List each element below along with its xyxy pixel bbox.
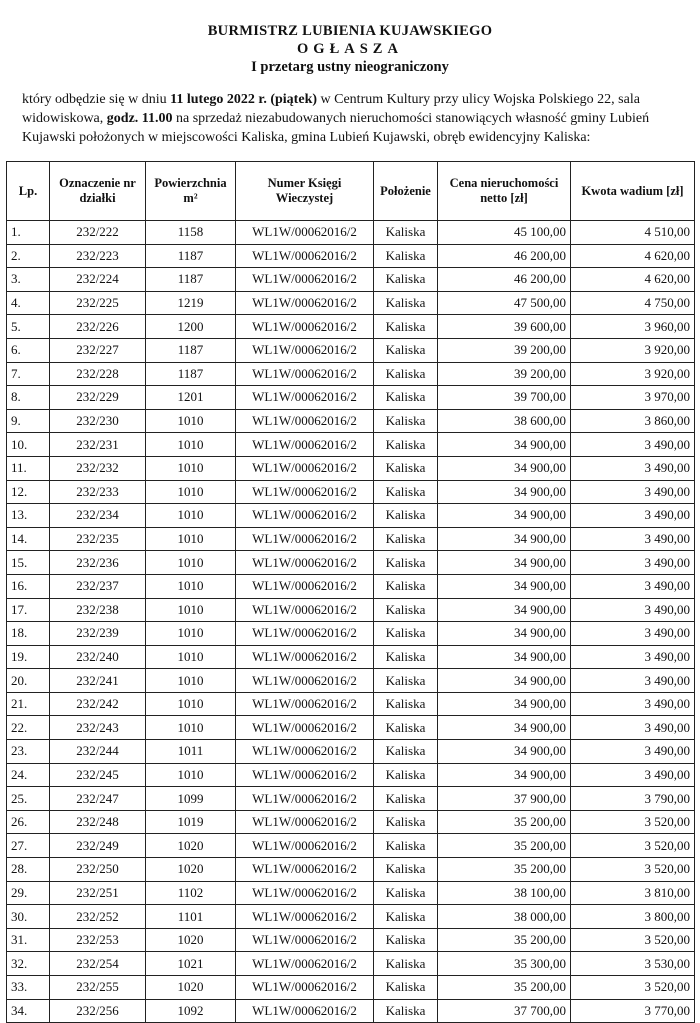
cell-location: Kaliska — [374, 574, 438, 598]
cell-net-price: 35 300,00 — [438, 952, 571, 976]
cell-deposit: 3 490,00 — [571, 598, 695, 622]
cell-net-price: 34 900,00 — [438, 504, 571, 528]
cell-deposit: 3 970,00 — [571, 386, 695, 410]
cell-area: 1010 — [146, 480, 236, 504]
cell-land-register: WL1W/00062016/2 — [236, 386, 374, 410]
cell-deposit: 4 510,00 — [571, 221, 695, 245]
cell-deposit: 3 520,00 — [571, 810, 695, 834]
cell-net-price: 34 900,00 — [438, 433, 571, 457]
cell-net-price: 38 600,00 — [438, 409, 571, 433]
cell-deposit: 3 490,00 — [571, 669, 695, 693]
cell-deposit: 3 490,00 — [571, 504, 695, 528]
cell-parcel-number: 232/242 — [50, 692, 146, 716]
cell-deposit: 3 490,00 — [571, 480, 695, 504]
table-row — [7, 386, 695, 410]
table-row — [7, 810, 695, 834]
cell-parcel-number: 232/248 — [50, 810, 146, 834]
cell-area: 1010 — [146, 409, 236, 433]
cell-area: 1010 — [146, 763, 236, 787]
cell-land-register: WL1W/00062016/2 — [236, 716, 374, 740]
cell-deposit: 3 490,00 — [571, 551, 695, 575]
table-row — [7, 480, 695, 504]
cell-land-register: WL1W/00062016/2 — [236, 574, 374, 598]
table-row — [7, 551, 695, 575]
cell-parcel-number: 232/253 — [50, 928, 146, 952]
announcement-authority: BURMISTRZ LUBIENIA KUJAWSKIEGO — [207, 23, 493, 39]
cell-lp: 26. — [7, 810, 50, 834]
cell-land-register: WL1W/00062016/2 — [236, 362, 374, 386]
cell-deposit: 3 490,00 — [571, 574, 695, 598]
cell-lp: 32. — [7, 952, 50, 976]
cell-parcel-number: 232/229 — [50, 386, 146, 410]
table-row — [7, 268, 695, 292]
cell-deposit: 3 530,00 — [571, 952, 695, 976]
cell-net-price: 47 500,00 — [438, 291, 571, 315]
cell-location: Kaliska — [374, 928, 438, 952]
cell-net-price: 38 100,00 — [438, 881, 571, 905]
table-row — [7, 244, 695, 268]
table-row — [7, 574, 695, 598]
cell-parcel-number: 232/251 — [50, 881, 146, 905]
cell-deposit: 4 620,00 — [571, 268, 695, 292]
cell-parcel-number: 232/256 — [50, 999, 146, 1023]
cell-land-register: WL1W/00062016/2 — [236, 338, 374, 362]
cell-area: 1200 — [146, 315, 236, 339]
cell-location: Kaliska — [374, 338, 438, 362]
cell-area: 1187 — [146, 362, 236, 386]
cell-parcel-number: 232/223 — [50, 244, 146, 268]
cell-land-register: WL1W/00062016/2 — [236, 315, 374, 339]
cell-location: Kaliska — [374, 244, 438, 268]
cell-lp: 6. — [7, 338, 50, 362]
cell-net-price: 34 900,00 — [438, 669, 571, 693]
table-row — [7, 291, 695, 315]
cell-location: Kaliska — [374, 598, 438, 622]
cell-location: Kaliska — [374, 268, 438, 292]
cell-net-price: 34 900,00 — [438, 622, 571, 646]
cell-location: Kaliska — [374, 291, 438, 315]
cell-land-register: WL1W/00062016/2 — [236, 221, 374, 245]
cell-location: Kaliska — [374, 952, 438, 976]
cell-parcel-number: 232/231 — [50, 433, 146, 457]
cell-deposit: 3 490,00 — [571, 716, 695, 740]
cell-location: Kaliska — [374, 810, 438, 834]
cell-location: Kaliska — [374, 362, 438, 386]
cell-net-price: 34 900,00 — [438, 574, 571, 598]
table-row — [7, 338, 695, 362]
cell-land-register: WL1W/00062016/2 — [236, 622, 374, 646]
cell-net-price: 34 900,00 — [438, 740, 571, 764]
cell-net-price: 35 200,00 — [438, 976, 571, 1000]
cell-deposit: 3 490,00 — [571, 692, 695, 716]
cell-parcel-number: 232/238 — [50, 598, 146, 622]
cell-land-register: WL1W/00062016/2 — [236, 787, 374, 811]
intro-text-2: w Centrum Kultury przy ulicy Wojska Polskiego 22, sala widowiskowa, — [22, 92, 640, 126]
cell-location: Kaliska — [374, 763, 438, 787]
header-location: Położenie — [374, 162, 438, 221]
cell-land-register: WL1W/00062016/2 — [236, 456, 374, 480]
cell-deposit: 3 490,00 — [571, 527, 695, 551]
cell-area: 1102 — [146, 881, 236, 905]
cell-net-price: 34 900,00 — [438, 456, 571, 480]
cell-land-register: WL1W/00062016/2 — [236, 669, 374, 693]
cell-parcel-number: 232/250 — [50, 858, 146, 882]
cell-land-register: WL1W/00062016/2 — [236, 858, 374, 882]
cell-land-register: WL1W/00062016/2 — [236, 952, 374, 976]
cell-lp: 22. — [7, 716, 50, 740]
table-row — [7, 740, 695, 764]
table-row — [7, 763, 695, 787]
cell-parcel-number: 232/247 — [50, 787, 146, 811]
cell-land-register: WL1W/00062016/2 — [236, 268, 374, 292]
cell-lp: 27. — [7, 834, 50, 858]
cell-deposit: 3 920,00 — [571, 338, 695, 362]
intro-text-3: na sprzedaż niezabudowanych nieruchomości stanowiących własność gminy Lubień Kujawski położonych w miejscowości Kaliska, gmina Lubień Kujawski, obręb ewidencyjny Kaliska: — [22, 111, 650, 145]
cell-area: 1219 — [146, 291, 236, 315]
cell-parcel-number: 232/244 — [50, 740, 146, 764]
table-row — [7, 881, 695, 905]
cell-area: 1187 — [146, 338, 236, 362]
cell-area: 1010 — [146, 504, 236, 528]
table-row — [7, 527, 695, 551]
cell-location: Kaliska — [374, 622, 438, 646]
cell-area: 1010 — [146, 598, 236, 622]
cell-location: Kaliska — [374, 386, 438, 410]
cell-parcel-number: 232/230 — [50, 409, 146, 433]
cell-net-price: 34 900,00 — [438, 598, 571, 622]
cell-area: 1010 — [146, 551, 236, 575]
cell-net-price: 39 600,00 — [438, 315, 571, 339]
cell-deposit: 3 790,00 — [571, 787, 695, 811]
cell-area: 1020 — [146, 976, 236, 1000]
cell-deposit: 3 490,00 — [571, 433, 695, 457]
cell-parcel-number: 232/233 — [50, 480, 146, 504]
table-row — [7, 504, 695, 528]
auction-time: godz. 11.00 — [106, 111, 173, 126]
cell-land-register: WL1W/00062016/2 — [236, 480, 374, 504]
table-row — [7, 834, 695, 858]
cell-area: 1010 — [146, 716, 236, 740]
cell-land-register: WL1W/00062016/2 — [236, 244, 374, 268]
cell-area: 1020 — [146, 928, 236, 952]
cell-parcel-number: 232/245 — [50, 763, 146, 787]
cell-land-register: WL1W/00062016/2 — [236, 976, 374, 1000]
cell-parcel-number: 232/249 — [50, 834, 146, 858]
table-row — [7, 409, 695, 433]
table-row — [7, 221, 695, 245]
cell-parcel-number: 232/226 — [50, 315, 146, 339]
cell-location: Kaliska — [374, 645, 438, 669]
cell-land-register: WL1W/00062016/2 — [236, 551, 374, 575]
cell-parcel-number: 232/224 — [50, 268, 146, 292]
cell-location: Kaliska — [374, 740, 438, 764]
cell-lp: 9. — [7, 409, 50, 433]
cell-lp: 5. — [7, 315, 50, 339]
auction-date: 11 lutego 2022 r. (piątek) — [170, 92, 318, 107]
cell-deposit: 3 490,00 — [571, 763, 695, 787]
cell-deposit: 3 490,00 — [571, 740, 695, 764]
table-row — [7, 692, 695, 716]
cell-net-price: 46 200,00 — [438, 268, 571, 292]
cell-lp: 20. — [7, 669, 50, 693]
cell-area: 1010 — [146, 622, 236, 646]
cell-deposit: 4 620,00 — [571, 244, 695, 268]
cell-location: Kaliska — [374, 551, 438, 575]
cell-deposit: 3 960,00 — [571, 315, 695, 339]
cell-lp: 1. — [7, 221, 50, 245]
cell-location: Kaliska — [374, 858, 438, 882]
cell-net-price: 34 900,00 — [438, 645, 571, 669]
properties-table — [6, 161, 695, 1023]
cell-lp: 18. — [7, 622, 50, 646]
table-row — [7, 645, 695, 669]
cell-location: Kaliska — [374, 905, 438, 929]
cell-deposit: 3 520,00 — [571, 976, 695, 1000]
header-parcel-number: Oznaczenie nr działki — [50, 162, 146, 221]
cell-land-register: WL1W/00062016/2 — [236, 740, 374, 764]
cell-deposit: 3 490,00 — [571, 645, 695, 669]
cell-parcel-number: 232/228 — [50, 362, 146, 386]
cell-area: 1187 — [146, 244, 236, 268]
table-row — [7, 622, 695, 646]
announcement-verb: OGŁASZA — [297, 41, 403, 57]
cell-lp: 25. — [7, 787, 50, 811]
cell-deposit: 3 920,00 — [571, 362, 695, 386]
cell-parcel-number: 232/243 — [50, 716, 146, 740]
cell-lp: 19. — [7, 645, 50, 669]
cell-parcel-number: 232/236 — [50, 551, 146, 575]
table-header-row — [7, 162, 695, 221]
cell-area: 1010 — [146, 433, 236, 457]
cell-parcel-number: 232/234 — [50, 504, 146, 528]
cell-location: Kaliska — [374, 716, 438, 740]
cell-location: Kaliska — [374, 999, 438, 1023]
table-row — [7, 787, 695, 811]
cell-land-register: WL1W/00062016/2 — [236, 645, 374, 669]
cell-deposit: 4 750,00 — [571, 291, 695, 315]
cell-net-price: 34 900,00 — [438, 763, 571, 787]
cell-lp: 21. — [7, 692, 50, 716]
cell-land-register: WL1W/00062016/2 — [236, 409, 374, 433]
cell-net-price: 34 900,00 — [438, 480, 571, 504]
cell-deposit: 3 770,00 — [571, 999, 695, 1023]
cell-land-register: WL1W/00062016/2 — [236, 433, 374, 457]
tender-title: I przetarg ustny nieograniczony — [251, 59, 449, 75]
cell-parcel-number: 232/235 — [50, 527, 146, 551]
table-row — [7, 716, 695, 740]
cell-net-price: 34 900,00 — [438, 551, 571, 575]
header-area: Powierzchnia m² — [146, 162, 236, 221]
cell-area: 1099 — [146, 787, 236, 811]
cell-parcel-number: 232/240 — [50, 645, 146, 669]
table-row — [7, 905, 695, 929]
cell-lp: 12. — [7, 480, 50, 504]
cell-land-register: WL1W/00062016/2 — [236, 928, 374, 952]
cell-lp: 2. — [7, 244, 50, 268]
cell-land-register: WL1W/00062016/2 — [236, 291, 374, 315]
cell-net-price: 39 200,00 — [438, 362, 571, 386]
cell-lp: 30. — [7, 905, 50, 929]
cell-net-price: 34 900,00 — [438, 527, 571, 551]
cell-lp: 3. — [7, 268, 50, 292]
cell-deposit: 3 520,00 — [571, 858, 695, 882]
table-row — [7, 928, 695, 952]
header-deposit: Kwota wadium [zł] — [571, 162, 695, 221]
cell-area: 1010 — [146, 574, 236, 598]
cell-deposit: 3 860,00 — [571, 409, 695, 433]
cell-land-register: WL1W/00062016/2 — [236, 810, 374, 834]
cell-lp: 33. — [7, 976, 50, 1000]
cell-area: 1101 — [146, 905, 236, 929]
cell-lp: 23. — [7, 740, 50, 764]
cell-lp: 8. — [7, 386, 50, 410]
cell-area: 1010 — [146, 645, 236, 669]
cell-parcel-number: 232/225 — [50, 291, 146, 315]
cell-parcel-number: 232/222 — [50, 221, 146, 245]
cell-land-register: WL1W/00062016/2 — [236, 763, 374, 787]
cell-net-price: 35 200,00 — [438, 810, 571, 834]
cell-location: Kaliska — [374, 409, 438, 433]
cell-lp: 31. — [7, 928, 50, 952]
cell-location: Kaliska — [374, 456, 438, 480]
cell-net-price: 39 700,00 — [438, 386, 571, 410]
cell-area: 1158 — [146, 221, 236, 245]
table-row — [7, 952, 695, 976]
cell-location: Kaliska — [374, 787, 438, 811]
cell-net-price: 46 200,00 — [438, 244, 571, 268]
cell-net-price: 39 200,00 — [438, 338, 571, 362]
cell-lp: 17. — [7, 598, 50, 622]
table-row — [7, 315, 695, 339]
cell-net-price: 35 200,00 — [438, 858, 571, 882]
cell-location: Kaliska — [374, 504, 438, 528]
cell-parcel-number: 232/227 — [50, 338, 146, 362]
cell-net-price: 38 000,00 — [438, 905, 571, 929]
cell-location: Kaliska — [374, 315, 438, 339]
cell-deposit: 3 810,00 — [571, 881, 695, 905]
cell-lp: 28. — [7, 858, 50, 882]
cell-net-price: 35 200,00 — [438, 928, 571, 952]
intro-paragraph — [22, 90, 687, 147]
cell-land-register: WL1W/00062016/2 — [236, 905, 374, 929]
cell-land-register: WL1W/00062016/2 — [236, 999, 374, 1023]
cell-deposit: 3 800,00 — [571, 905, 695, 929]
cell-net-price: 35 200,00 — [438, 834, 571, 858]
cell-area: 1021 — [146, 952, 236, 976]
cell-area: 1201 — [146, 386, 236, 410]
cell-land-register: WL1W/00062016/2 — [236, 527, 374, 551]
cell-parcel-number: 232/255 — [50, 976, 146, 1000]
cell-lp: 16. — [7, 574, 50, 598]
cell-area: 1010 — [146, 692, 236, 716]
cell-deposit: 3 490,00 — [571, 622, 695, 646]
cell-area: 1020 — [146, 834, 236, 858]
cell-net-price: 45 100,00 — [438, 221, 571, 245]
cell-deposit: 3 490,00 — [571, 456, 695, 480]
cell-location: Kaliska — [374, 692, 438, 716]
cell-land-register: WL1W/00062016/2 — [236, 692, 374, 716]
cell-location: Kaliska — [374, 669, 438, 693]
cell-area: 1092 — [146, 999, 236, 1023]
cell-parcel-number: 232/232 — [50, 456, 146, 480]
cell-lp: 4. — [7, 291, 50, 315]
cell-net-price: 37 900,00 — [438, 787, 571, 811]
cell-location: Kaliska — [374, 834, 438, 858]
cell-lp: 15. — [7, 551, 50, 575]
cell-lp: 29. — [7, 881, 50, 905]
cell-area: 1019 — [146, 810, 236, 834]
cell-lp: 13. — [7, 504, 50, 528]
cell-area: 1020 — [146, 858, 236, 882]
table-row — [7, 669, 695, 693]
table-body — [7, 221, 695, 1023]
cell-land-register: WL1W/00062016/2 — [236, 834, 374, 858]
cell-land-register: WL1W/00062016/2 — [236, 881, 374, 905]
table-row — [7, 456, 695, 480]
header-land-register: Numer Księgi Wieczystej — [236, 162, 374, 221]
cell-net-price: 37 700,00 — [438, 999, 571, 1023]
table-row — [7, 362, 695, 386]
cell-parcel-number: 232/239 — [50, 622, 146, 646]
cell-area: 1010 — [146, 456, 236, 480]
table-row — [7, 433, 695, 457]
cell-location: Kaliska — [374, 433, 438, 457]
cell-lp: 11. — [7, 456, 50, 480]
cell-land-register: WL1W/00062016/2 — [236, 598, 374, 622]
cell-area: 1187 — [146, 268, 236, 292]
cell-net-price: 34 900,00 — [438, 716, 571, 740]
cell-land-register: WL1W/00062016/2 — [236, 504, 374, 528]
cell-parcel-number: 232/241 — [50, 669, 146, 693]
cell-area: 1011 — [146, 740, 236, 764]
table-row — [7, 976, 695, 1000]
cell-location: Kaliska — [374, 480, 438, 504]
cell-lp: 24. — [7, 763, 50, 787]
cell-lp: 34. — [7, 999, 50, 1023]
table-row — [7, 999, 695, 1023]
cell-location: Kaliska — [374, 221, 438, 245]
intro-text-1: który odbędzie się w dniu — [22, 92, 171, 107]
cell-parcel-number: 232/237 — [50, 574, 146, 598]
cell-lp: 14. — [7, 527, 50, 551]
header-net-price: Cena nieruchomości netto [zł] — [438, 162, 571, 221]
cell-lp: 7. — [7, 362, 50, 386]
cell-area: 1010 — [146, 527, 236, 551]
cell-net-price: 34 900,00 — [438, 692, 571, 716]
cell-deposit: 3 520,00 — [571, 928, 695, 952]
table-row — [7, 858, 695, 882]
cell-location: Kaliska — [374, 976, 438, 1000]
cell-parcel-number: 232/252 — [50, 905, 146, 929]
header-lp: Lp. — [7, 162, 50, 221]
cell-parcel-number: 232/254 — [50, 952, 146, 976]
cell-area: 1010 — [146, 669, 236, 693]
cell-deposit: 3 520,00 — [571, 834, 695, 858]
cell-location: Kaliska — [374, 527, 438, 551]
cell-lp: 10. — [7, 433, 50, 457]
table-row — [7, 598, 695, 622]
cell-location: Kaliska — [374, 881, 438, 905]
